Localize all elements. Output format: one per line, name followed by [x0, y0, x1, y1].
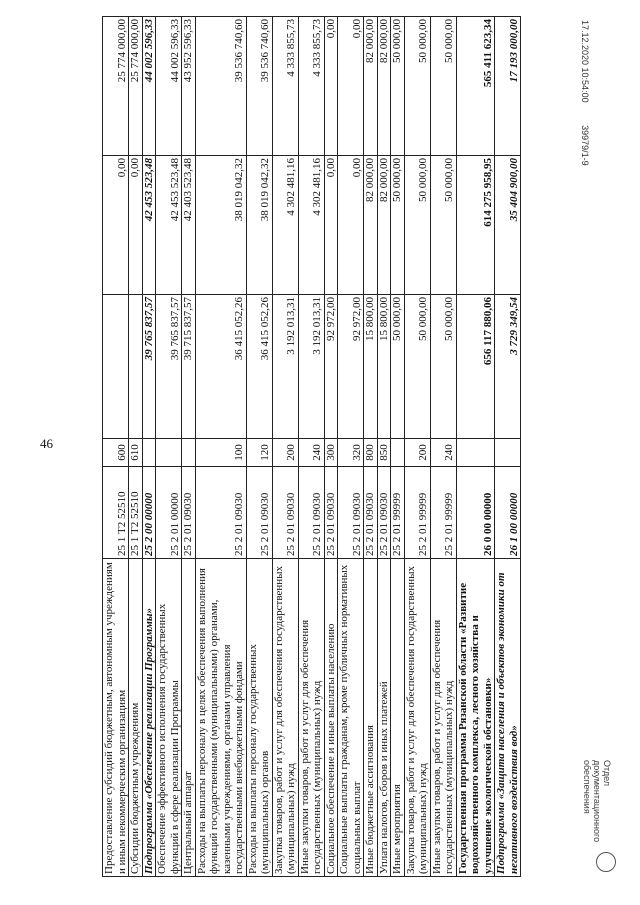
row-value-1: 39 765 837,57: [142, 295, 156, 439]
table-row: [456, 17, 495, 877]
row-code: 25 2 01 09030: [272, 467, 298, 559]
row-code: 25 1 Т2 52510: [129, 467, 143, 559]
row-value-3: 4 333 855,73: [298, 17, 324, 156]
row-name: Центральный аппарат: [182, 559, 196, 877]
row-value-2: 50 000,00: [404, 156, 430, 295]
row-expense-type: 320: [338, 439, 364, 467]
row-value-1: 3 729 349,54: [495, 295, 521, 439]
table-row: [298, 17, 324, 877]
row-value-2: 4 302 481,16: [298, 156, 324, 295]
row-value-3: 82 000,00: [364, 17, 378, 156]
row-code: 25 2 01 99999: [430, 467, 456, 559]
row-value-3: 82 000,00: [377, 17, 391, 156]
row-value-2: 50 000,00: [391, 156, 405, 295]
row-name: Государственная программа Рязанской области «Развитие водохозяйственного комплекса, лесного хозяйства и улучшение экологической обстановки»: [456, 559, 495, 877]
row-value-2: 0,00: [129, 156, 143, 295]
row-value-1: 50 000,00: [430, 295, 456, 439]
row-expense-type: 300: [324, 439, 338, 467]
row-code: 26 1 00 00000: [495, 467, 521, 559]
row-expense-type: [456, 439, 495, 467]
row-value-1: 39 765 837,57: [156, 295, 182, 439]
row-expense-type: 240: [298, 439, 324, 467]
row-name: Иные закупки товаров, работ и услуг для обеспечения государственных (муниципальных) нужд: [298, 559, 324, 877]
row-value-1: 50 000,00: [391, 295, 405, 439]
table-row: [182, 17, 196, 877]
row-code: 25 2 00 00000: [142, 467, 156, 559]
table-row: [377, 17, 391, 877]
row-value-2: 42 403 523,48: [182, 156, 196, 295]
row-value-2: 38 019 042,32: [246, 156, 272, 295]
department-seal-icon: [596, 852, 616, 872]
page-number: 46: [40, 436, 53, 451]
row-name: Социальное обеспечение и иные выплаты населению: [324, 559, 338, 877]
row-value-2: 4 302 481,16: [272, 156, 298, 295]
row-expense-type: [156, 439, 182, 467]
row-name: Подпрограмма «Обеспечение реализации Программы»: [142, 559, 156, 877]
row-code: 25 2 01 09030: [298, 467, 324, 559]
row-value-2: 0,00: [324, 156, 338, 295]
row-value-3: 39 536 740,60: [246, 17, 272, 156]
row-code: 25 2 01 99999: [391, 467, 405, 559]
row-expense-type: 850: [377, 439, 391, 467]
row-value-2: 38 019 042,32: [195, 156, 246, 295]
row-value-2: 50 000,00: [430, 156, 456, 295]
row-value-2: 35 404 900,00: [495, 156, 521, 295]
budget-table-body: [103, 17, 521, 877]
row-value-2: 0,00: [338, 156, 364, 295]
row-value-1: [103, 295, 129, 439]
row-value-3: 565 411 623,34: [456, 17, 495, 156]
row-value-3: 44 002 596,33: [142, 17, 156, 156]
row-expense-type: 200: [404, 439, 430, 467]
table-row: [246, 17, 272, 877]
row-code: 25 1 Т2 52510: [103, 467, 129, 559]
row-value-1: 36 415 052,26: [246, 295, 272, 439]
row-code: 25 2 01 09030: [182, 467, 196, 559]
row-name: Уплата налогов, сборов и иных платежей: [377, 559, 391, 877]
row-code: 25 2 01 09030: [324, 467, 338, 559]
row-value-1: 92 972,00: [338, 295, 364, 439]
row-name: Социальные выплаты гражданам, кроме публичных нормативных социальных выплат: [338, 559, 364, 877]
table-row: [272, 17, 298, 877]
table-row: [430, 17, 456, 877]
row-value-1: 656 117 880,06: [456, 295, 495, 439]
row-expense-type: [142, 439, 156, 467]
row-value-3: 0,00: [338, 17, 364, 156]
row-name: Закупка товаров, работ и услуг для обеспечения государственных (муниципальных) нужд: [272, 559, 298, 877]
footer-date: 17.12.2020 10:54:00: [580, 20, 590, 103]
row-value-2: 82 000,00: [377, 156, 391, 295]
row-expense-type: [182, 439, 196, 467]
row-code: 25 2 01 00000: [156, 467, 182, 559]
row-name: Подпрограмма «Защита населения и объектов экономики от негативного воздействия вод»: [495, 559, 521, 877]
table-row: [103, 17, 129, 877]
row-expense-type: 610: [129, 439, 143, 467]
footer-doc-id: 39979/1-9: [580, 125, 590, 166]
row-value-3: 43 952 596,33: [182, 17, 196, 156]
row-value-2: 614 275 958,95: [456, 156, 495, 295]
table-row: [142, 17, 156, 877]
row-name: Расходы на выплаты персоналу в целях обеспечения выполнения функций государственными (муниципальными) органами, казенными учреждениями, органами управления государственными внебюджетными фондами: [195, 559, 246, 877]
row-name: Иные мероприятия: [391, 559, 405, 877]
row-code: 25 2 01 09030: [338, 467, 364, 559]
row-code: 26 0 00 00000: [456, 467, 495, 559]
budget-table: [102, 16, 521, 877]
row-value-2: 42 453 523,48: [142, 156, 156, 295]
row-value-2: 0,00: [103, 156, 129, 295]
row-name: Предоставление субсидий бюджетным, автономным учреждениям и иным некоммерческим организациям: [103, 559, 129, 877]
row-value-1: 92 972,00: [324, 295, 338, 439]
table-row: [195, 17, 246, 877]
row-value-2: 42 453 523,48: [156, 156, 182, 295]
table-row: [338, 17, 364, 877]
row-name: Иные бюджетные ассигнования: [364, 559, 378, 877]
row-expense-type: [495, 439, 521, 467]
row-value-2: 82 000,00: [364, 156, 378, 295]
row-value-3: 0,00: [324, 17, 338, 156]
department-label: Отдел документационного обеспечения: [582, 760, 612, 843]
row-value-3: 25 774 000,00: [129, 17, 143, 156]
row-value-3: 50 000,00: [391, 17, 405, 156]
row-value-1: 50 000,00: [404, 295, 430, 439]
row-expense-type: 800: [364, 439, 378, 467]
row-code: 25 2 01 09030: [377, 467, 391, 559]
row-name: Субсидии бюджетным учреждениям: [129, 559, 143, 877]
document-footer: [580, 20, 590, 880]
budget-table-rotated: [102, 17, 521, 877]
row-value-1: 3 192 013,31: [272, 295, 298, 439]
table-row: [495, 17, 521, 877]
row-code: 25 2 01 99999: [404, 467, 430, 559]
row-value-3: 50 000,00: [404, 17, 430, 156]
table-row: [391, 17, 405, 877]
table-row: [129, 17, 143, 877]
row-value-1: 39 715 837,57: [182, 295, 196, 439]
row-expense-type: 120: [246, 439, 272, 467]
row-code: 25 2 01 09030: [246, 467, 272, 559]
row-expense-type: [391, 439, 405, 467]
row-value-3: 17 193 000,00: [495, 17, 521, 156]
table-row: [156, 17, 182, 877]
row-value-3: 4 333 855,73: [272, 17, 298, 156]
row-expense-type: 240: [430, 439, 456, 467]
row-expense-type: 200: [272, 439, 298, 467]
table-row: [324, 17, 338, 877]
table-row: [404, 17, 430, 877]
row-code: 25 2 01 09030: [364, 467, 378, 559]
table-row: [364, 17, 378, 877]
row-name: Иные закупки товаров, работ и услуг для обеспечения государственных (муниципальных) нужд: [430, 559, 456, 877]
row-value-3: 25 774 000,00: [103, 17, 129, 156]
row-value-3: 39 536 740,60: [195, 17, 246, 156]
row-expense-type: 100: [195, 439, 246, 467]
row-value-1: 15 800,00: [377, 295, 391, 439]
row-name: Закупка товаров, работ и услуг для обеспечения государственных (муниципальных) нужд: [404, 559, 430, 877]
row-value-1: [129, 295, 143, 439]
row-value-1: 15 800,00: [364, 295, 378, 439]
row-value-1: 36 415 052,26: [195, 295, 246, 439]
row-code: 25 2 01 09030: [195, 467, 246, 559]
row-value-3: 50 000,00: [430, 17, 456, 156]
row-value-1: 3 192 013,31: [298, 295, 324, 439]
row-expense-type: 600: [103, 439, 129, 467]
row-name: Обеспечение эффективного исполнения государственных функций в сфере реализации Программы: [156, 559, 182, 877]
row-value-3: 44 002 596,33: [156, 17, 182, 156]
row-name: Расходы на выплаты персоналу государственных (муниципальных) органов: [246, 559, 272, 877]
